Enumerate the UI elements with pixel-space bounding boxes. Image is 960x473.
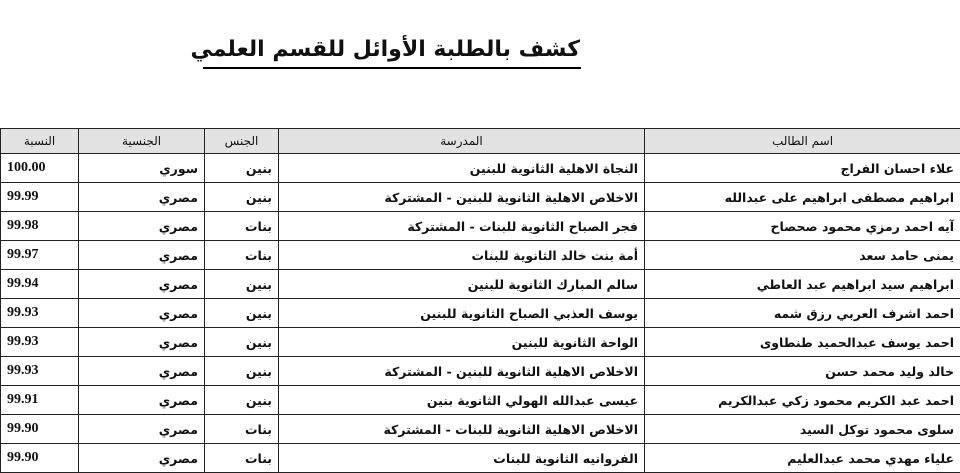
table-row <box>1 415 960 444</box>
school-cell: فجر الصباح الثانوية للبنات - المشتركة <box>279 212 645 241</box>
school-cell: سالم المبارك الثانوية للبنين <box>279 270 645 299</box>
gender-cell: بنين <box>205 154 279 183</box>
nationality-cell: سوري <box>79 154 205 183</box>
nationality-cell: مصري <box>79 270 205 299</box>
student-name-cell: سلوى محمود توكل السيد <box>645 415 960 444</box>
school-cell: الفروانيه الثانوية للبنات <box>279 444 645 473</box>
header-school: المدرسة <box>279 129 645 154</box>
students-table <box>0 128 960 473</box>
gender-cell: بنين <box>205 328 279 357</box>
table-row <box>1 183 960 212</box>
school-cell: الاخلاص الاهلية الثانوية للبنات - المشتركة <box>279 415 645 444</box>
students-table-container <box>0 128 960 473</box>
header-nationality: الجنسية <box>79 129 205 154</box>
percentage-cell: 99.91 <box>1 386 79 415</box>
table-row <box>1 270 960 299</box>
nationality-cell: مصري <box>79 299 205 328</box>
gender-cell: بنات <box>205 444 279 473</box>
school-cell: عيسى عبدالله الهولي الثانوية بنين <box>279 386 645 415</box>
page-title: كشف بالطلبة الأوائل للقسم العلمي <box>205 34 580 66</box>
gender-cell: بنات <box>205 241 279 270</box>
percentage-cell: 99.93 <box>1 328 79 357</box>
gender-cell: بنين <box>205 183 279 212</box>
table-row <box>1 212 960 241</box>
table-row <box>1 299 960 328</box>
table-row <box>1 154 960 183</box>
table-row <box>1 328 960 357</box>
student-name-cell: يمنى حامد سعد <box>645 241 960 270</box>
nationality-cell: مصري <box>79 357 205 386</box>
header-name: اسم الطالب <box>645 129 960 154</box>
school-cell: النجاة الاهلية الثانوية للبنين <box>279 154 645 183</box>
student-name-cell: علاء احسان الفراج <box>645 154 960 183</box>
percentage-cell: 99.93 <box>1 299 79 328</box>
student-name-cell: احمد عبد الكريم محمود زكي عبدالكريم <box>645 386 960 415</box>
gender-cell: بنات <box>205 415 279 444</box>
nationality-cell: مصري <box>79 183 205 212</box>
title-underline <box>203 67 581 69</box>
nationality-cell: مصري <box>79 386 205 415</box>
gender-cell: بنين <box>205 357 279 386</box>
nationality-cell: مصري <box>79 212 205 241</box>
nationality-cell: مصري <box>79 444 205 473</box>
table-row <box>1 241 960 270</box>
student-name-cell: ابراهيم سيد ابراهيم عبد العاطي <box>645 270 960 299</box>
percentage-cell: 99.94 <box>1 270 79 299</box>
table-header <box>1 129 960 154</box>
header-row <box>1 129 960 154</box>
gender-cell: بنين <box>205 386 279 415</box>
nationality-cell: مصري <box>79 241 205 270</box>
percentage-cell: 99.97 <box>1 241 79 270</box>
student-name-cell: ابراهيم مصطفى ابراهيم على عبدالله <box>645 183 960 212</box>
student-name-cell: علياء مهدي محمد عبدالعليم <box>645 444 960 473</box>
percentage-cell: 99.90 <box>1 444 79 473</box>
header-percentage: النسبة <box>1 129 79 154</box>
header-gender: الجنس <box>205 129 279 154</box>
title-block <box>0 34 960 74</box>
school-cell: الاخلاص الاهلية الثانوية للبنين - المشتركة <box>279 183 645 212</box>
school-cell: أمة بنت خالد الثانوية للبنات <box>279 241 645 270</box>
student-name-cell: احمد اشرف العربي رزق شمه <box>645 299 960 328</box>
percentage-cell: 99.99 <box>1 183 79 212</box>
percentage-cell: 99.90 <box>1 415 79 444</box>
student-name-cell: احمد يوسف عبدالحميد طنطاوى <box>645 328 960 357</box>
school-cell: يوسف العذبي الصباح الثانوية للبنين <box>279 299 645 328</box>
nationality-cell: مصري <box>79 328 205 357</box>
nationality-cell: مصري <box>79 415 205 444</box>
percentage-cell: 99.93 <box>1 357 79 386</box>
student-name-cell: خالد وليد محمد حسن <box>645 357 960 386</box>
school-cell: الاخلاص الاهلية الثانوية للبنين - المشتركة <box>279 357 645 386</box>
student-name-cell: آيه احمد رمزي محمود صحصاح <box>645 212 960 241</box>
percentage-cell: 100.00 <box>1 154 79 183</box>
table-row <box>1 357 960 386</box>
gender-cell: بنات <box>205 212 279 241</box>
school-cell: الواحة الثانوية للبنين <box>279 328 645 357</box>
table-row <box>1 386 960 415</box>
table-row <box>1 444 960 473</box>
percentage-cell: 99.98 <box>1 212 79 241</box>
gender-cell: بنين <box>205 299 279 328</box>
table-body <box>1 154 960 473</box>
gender-cell: بنين <box>205 270 279 299</box>
